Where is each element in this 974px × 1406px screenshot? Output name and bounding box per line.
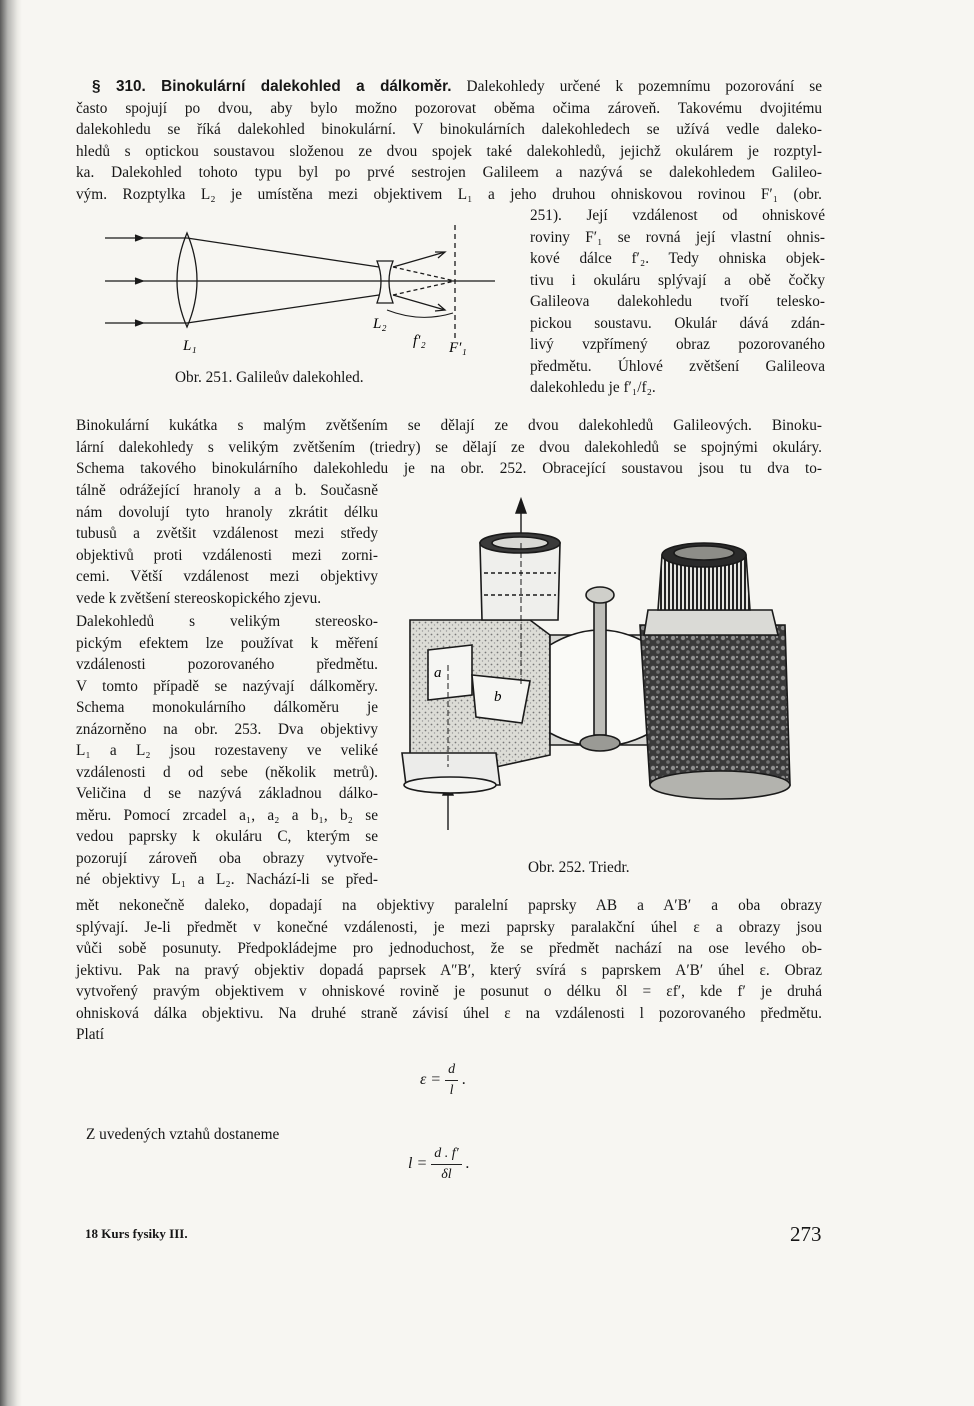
text-line: tálně odrážející hranoly a a b. Současně [76, 482, 378, 499]
text-line [92, 76, 822, 98]
scan-edge-shadow [0, 0, 22, 1406]
formula-epsilon-lhs: ε = [420, 1071, 442, 1089]
text-line: nám dovolují tyto hranoly zkrátit délku [76, 503, 378, 521]
paragraph-beside-fig251 [530, 205, 825, 399]
text-line: mět nekonečně daleko, dopadají na objektivy paralelní paprsky AB a A′B′ a oba obrazy [76, 897, 822, 914]
formula-epsilon-fraction [445, 1062, 458, 1099]
text-line: lární dalekohledy s velikým zvětšením (triedry) se dělají ze dvou dalekohledů se spojnými okuláry. [76, 438, 822, 456]
text-line: Schema monokulárního dálkoměru je [76, 699, 378, 716]
formula-distance [408, 1146, 470, 1183]
text-line-0: Dalekohledy určené k pozemnímu pozorování se [466, 78, 822, 95]
text-line: roviny F′₁ se rovná její vlastní ohnis- [530, 228, 825, 246]
text-line: V tomto případě se nazývají dálkoměry. [76, 677, 378, 695]
label-L1: L₁ [183, 338, 197, 354]
text-between-formulas: Z uvedených vztahů dostaneme [86, 1126, 280, 1143]
text-line: Dalekohledů s velikým stereosko- [76, 613, 378, 630]
section-paragraph-intro-cont [76, 98, 822, 206]
figure-252-binocular-triedr [400, 495, 812, 840]
footer-book-title: 18 Kurs fysiky III. [85, 1226, 188, 1241]
text-line: né objektivy L₁ a L₂. Nachází-li se před- [76, 871, 378, 888]
formula-epsilon-denominator: l [449, 1083, 454, 1098]
text-line: ka. Dalekohled tohoto typu byl po prvé sestrojen Galileem a nazývá se dalekohledem Galileo- [76, 164, 822, 181]
text-line: kové dálce f′₂. Tedy ohniska objek- [530, 250, 825, 267]
text-line: vzdálenosti pozorovaného předmětu. [76, 656, 378, 673]
text-line: L₁ a L₂ jsou rozestaveny ve veliké [76, 742, 378, 759]
text-line: vým. Rozptylka L₂ je umístěna mezi objektivem L₁ a jeho druhou ohniskovou rovinou F′₁ (obr. [76, 185, 822, 203]
text-line: vede k zvětšení stereoskopického zjevu. [76, 589, 322, 607]
text-line: Veličina d se nazývá základnou dálko- [76, 785, 378, 802]
paragraph-binoculars [76, 415, 822, 480]
text-line: hledů s optickou soustavou složenou ze dvou spojek také dalekohledů, jejichž okulárem je rozptyl- [76, 142, 822, 160]
text-line: pickým efektem lze používat k měření [76, 634, 378, 652]
formula-epsilon [420, 1062, 466, 1099]
paragraph-parallax [76, 895, 822, 1046]
text-line: často spojují po dvou, aby bylo možno pozorovat oběma očima zároveň. Takovému dvojitému [76, 99, 822, 117]
text-line: vzdálenosti d od sebe (několik metrů). [76, 763, 378, 781]
text-line: livý vzpřímený obraz pozorovaného [530, 336, 825, 353]
label-prism-b: b [494, 689, 502, 705]
page-number: 273 [790, 1222, 822, 1246]
text-line: dalekohledu je f′₁/f₂. [530, 379, 656, 396]
label-F1: F′₁ [449, 340, 467, 356]
text-line: předmětu. Úhlové zvětšení Galileova [530, 357, 825, 375]
text-line: vůči sobě posunuty. Předpokládejme pro jednoduchost, že se předmět nachází na ose levého ob- [76, 940, 822, 957]
text-line: pickou soustavu. Okulár dává zdán- [530, 314, 825, 332]
figure-252-caption: Obr. 252. Triedr. [528, 859, 630, 876]
text-line: tubusů a zvětšit vzdálenost mezi středy [76, 525, 378, 542]
label-prism-a: a [434, 665, 442, 681]
formula-epsilon-numerator: d [445, 1062, 458, 1081]
text-line: dalekohledu se říká dalekohled binokulární. V binokulárních dalekohledech se užívá vedle daleko- [76, 121, 822, 138]
text-line: vedou paprsky k okuláru C, kterým se [76, 828, 378, 845]
text-line: objektivů proti vzdálenosti mezi zorni- [76, 546, 378, 564]
formula-distance-end: . [465, 1155, 470, 1173]
text-line: Schema takového binokulárního dalekohledu je na obr. 252. Obracející soustavou jsou tu dva to- [76, 460, 822, 477]
paragraph-rangefinder [76, 611, 378, 891]
text-line: ohnisková dálka objektivu. Na druhé straně závisí úhel ε na vzdálenosti l pozorovaného předmětu. [76, 1004, 822, 1022]
label-f2: f′₂ [413, 333, 426, 349]
text-line: vytvořený pravým objektivem v ohniskové rovině je posunut o délku δl = εf′, kde f′ je druhá [76, 983, 822, 1000]
figure-251-caption: Obr. 251. Galileův dalekohled. [175, 369, 364, 386]
text-line: Platí [76, 1026, 105, 1043]
paragraph-prisms [76, 480, 378, 609]
text-line: jektivu. Pak na pravý objektiv dopadá paprsek A″B′, který svírá s paprskem A′B′ úhel ε. Obraz [76, 961, 822, 979]
text-line: Binokulární kukátka s malým zvětšením se dělají ze dvou dalekohledů Galileových. Binoku- [76, 417, 822, 434]
label-L2: L₂ [373, 316, 387, 332]
text-line: měru. Pomocí zrcadel a₁, a₂ a b₁, b₂ se [76, 806, 378, 824]
section-paragraph-intro [92, 76, 822, 98]
text-line: pozorují zároveň oba obrazy vytvoře- [76, 849, 378, 867]
formula-distance-fraction [431, 1146, 461, 1183]
formula-distance-lhs: l = [408, 1155, 428, 1173]
formula-distance-numerator: d . f′ [431, 1146, 461, 1165]
section-heading: § 310. Binokulární dalekohled a dálkoměr. [92, 78, 452, 95]
text-line: tivu i okuláru splývají a obě čočky [530, 271, 825, 289]
figure-251-galilean-telescope [95, 215, 505, 365]
formula-distance-denominator: δl [441, 1167, 452, 1182]
text-line: 251). Její vzdálenost od ohniskové [530, 207, 825, 224]
text-line: cemi. Větší vzdálenost mezi objektivy [76, 568, 378, 585]
formula-epsilon-end: . [462, 1071, 467, 1089]
text-line: splývají. Je-li předmět v konečné vzdálenosti, je mezi paprsky paralakční úhel ε a obrazy jsou [76, 918, 822, 936]
text-line: Galileova dalekohledu tvoří telesko- [530, 293, 825, 310]
text-line: znázorněno na obr. 253. Dva objektivy [76, 720, 378, 738]
